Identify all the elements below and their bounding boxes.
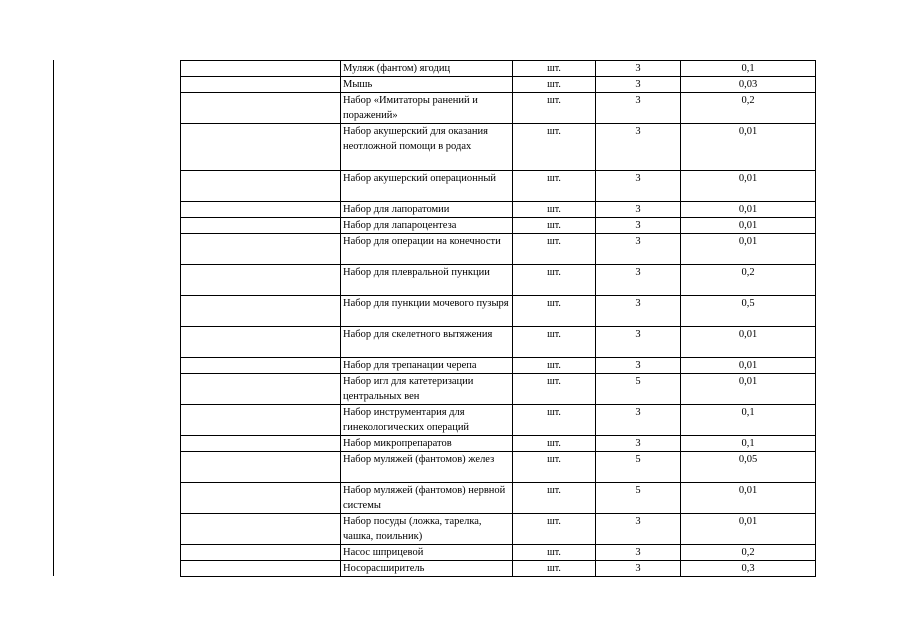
quantity-cell: 3 (596, 296, 681, 327)
row-blank-cell (181, 124, 341, 171)
item-name-cell: Набор посуды (ложка, тарелка, чашка, поильник) (341, 514, 513, 545)
row-blank-cell (181, 358, 341, 374)
quantity-cell: 3 (596, 234, 681, 265)
row-blank-cell (181, 202, 341, 218)
row-blank-cell (181, 483, 341, 514)
table-row (181, 296, 816, 327)
coefficient-cell: 0,01 (681, 327, 816, 358)
item-name-cell: Набор инструментария для гинекологических операций (341, 405, 513, 436)
unit-cell: шт. (513, 93, 596, 124)
row-blank-cell (181, 93, 341, 124)
item-name-cell: Мышь (341, 77, 513, 93)
unit-cell: шт. (513, 483, 596, 514)
item-name-cell: Набор игл для катетеризации центральных вен (341, 374, 513, 405)
table-row (181, 77, 816, 93)
unit-cell: шт. (513, 77, 596, 93)
item-name-cell: Набор муляжей (фантомов) нервной системы (341, 483, 513, 514)
unit-cell: шт. (513, 374, 596, 405)
item-name-cell: Набор для операции на конечности (341, 234, 513, 265)
table-row (181, 234, 816, 265)
coefficient-cell: 0,01 (681, 514, 816, 545)
coefficient-cell: 0,3 (681, 561, 816, 577)
unit-cell: шт. (513, 218, 596, 234)
table-row (181, 61, 816, 77)
row-blank-cell (181, 327, 341, 358)
row-blank-cell (181, 234, 341, 265)
unit-cell: шт. (513, 545, 596, 561)
unit-cell: шт. (513, 327, 596, 358)
coefficient-cell: 0,01 (681, 218, 816, 234)
coefficient-cell: 0,1 (681, 436, 816, 452)
quantity-cell: 5 (596, 483, 681, 514)
coefficient-cell: 0,2 (681, 545, 816, 561)
coefficient-cell: 0,5 (681, 296, 816, 327)
unit-cell: шт. (513, 171, 596, 202)
table-row (181, 218, 816, 234)
item-name-cell: Набор «Имитаторы ранений и поражений» (341, 93, 513, 124)
item-name-cell: Набор для пункции мочевого пузыря (341, 296, 513, 327)
table-row (181, 436, 816, 452)
row-blank-cell (181, 561, 341, 577)
table-row (181, 374, 816, 405)
unit-cell: шт. (513, 452, 596, 483)
coefficient-cell: 0,01 (681, 202, 816, 218)
coefficient-cell: 0,05 (681, 452, 816, 483)
table-row (181, 452, 816, 483)
quantity-cell: 3 (596, 171, 681, 202)
row-blank-cell (181, 218, 341, 234)
quantity-cell: 3 (596, 124, 681, 171)
row-blank-cell (181, 514, 341, 545)
row-blank-cell (181, 405, 341, 436)
quantity-cell: 5 (596, 452, 681, 483)
quantity-cell: 3 (596, 436, 681, 452)
item-name-cell: Набор для скелетного вытяжения (341, 327, 513, 358)
table-row (181, 483, 816, 514)
item-name-cell: Набор для лапароцентеза (341, 218, 513, 234)
table-row (181, 124, 816, 171)
item-name-cell: Набор для трепанации черепа (341, 358, 513, 374)
table-row (181, 93, 816, 124)
coefficient-cell: 0,01 (681, 234, 816, 265)
item-name-cell: Муляж (фантом) ягодиц (341, 61, 513, 77)
page-margin-line (53, 60, 54, 576)
equipment-table-body (181, 61, 816, 577)
quantity-cell: 5 (596, 374, 681, 405)
unit-cell: шт. (513, 265, 596, 296)
unit-cell: шт. (513, 561, 596, 577)
row-blank-cell (181, 265, 341, 296)
item-name-cell: Насос шприцевой (341, 545, 513, 561)
unit-cell: шт. (513, 358, 596, 374)
table-row (181, 561, 816, 577)
quantity-cell: 3 (596, 218, 681, 234)
quantity-cell: 3 (596, 77, 681, 93)
coefficient-cell: 0,01 (681, 171, 816, 202)
quantity-cell: 3 (596, 545, 681, 561)
item-name-cell: Носорасширитель (341, 561, 513, 577)
coefficient-cell: 0,1 (681, 405, 816, 436)
row-blank-cell (181, 61, 341, 77)
row-blank-cell (181, 545, 341, 561)
unit-cell: шт. (513, 124, 596, 171)
coefficient-cell: 0,03 (681, 77, 816, 93)
row-blank-cell (181, 171, 341, 202)
item-name-cell: Набор для плевральной пункции (341, 265, 513, 296)
row-blank-cell (181, 374, 341, 405)
coefficient-cell: 0,01 (681, 124, 816, 171)
quantity-cell: 3 (596, 327, 681, 358)
table-row (181, 327, 816, 358)
item-name-cell: Набор акушерский операционный (341, 171, 513, 202)
item-name-cell: Набор муляжей (фантомов) желез (341, 452, 513, 483)
table-row (181, 265, 816, 296)
quantity-cell: 3 (596, 358, 681, 374)
unit-cell: шт. (513, 436, 596, 452)
coefficient-cell: 0,01 (681, 374, 816, 405)
table-row (181, 514, 816, 545)
quantity-cell: 3 (596, 202, 681, 218)
item-name-cell: Набор акушерский для оказания неотложной помощи в родах (341, 124, 513, 171)
unit-cell: шт. (513, 61, 596, 77)
coefficient-cell: 0,2 (681, 265, 816, 296)
quantity-cell: 3 (596, 93, 681, 124)
quantity-cell: 3 (596, 61, 681, 77)
table-row (181, 202, 816, 218)
item-name-cell: Набор микропрепаратов (341, 436, 513, 452)
table-row (181, 405, 816, 436)
unit-cell: шт. (513, 234, 596, 265)
coefficient-cell: 0,01 (681, 358, 816, 374)
table-row (181, 171, 816, 202)
table-row (181, 358, 816, 374)
row-blank-cell (181, 436, 341, 452)
quantity-cell: 3 (596, 265, 681, 296)
coefficient-cell: 0,1 (681, 61, 816, 77)
quantity-cell: 3 (596, 514, 681, 545)
row-blank-cell (181, 77, 341, 93)
quantity-cell: 3 (596, 405, 681, 436)
unit-cell: шт. (513, 202, 596, 218)
unit-cell: шт. (513, 296, 596, 327)
coefficient-cell: 0,2 (681, 93, 816, 124)
table-row (181, 545, 816, 561)
equipment-table (180, 60, 816, 577)
item-name-cell: Набор для лапоратомии (341, 202, 513, 218)
row-blank-cell (181, 452, 341, 483)
unit-cell: шт. (513, 405, 596, 436)
row-blank-cell (181, 296, 341, 327)
quantity-cell: 3 (596, 561, 681, 577)
unit-cell: шт. (513, 514, 596, 545)
coefficient-cell: 0,01 (681, 483, 816, 514)
